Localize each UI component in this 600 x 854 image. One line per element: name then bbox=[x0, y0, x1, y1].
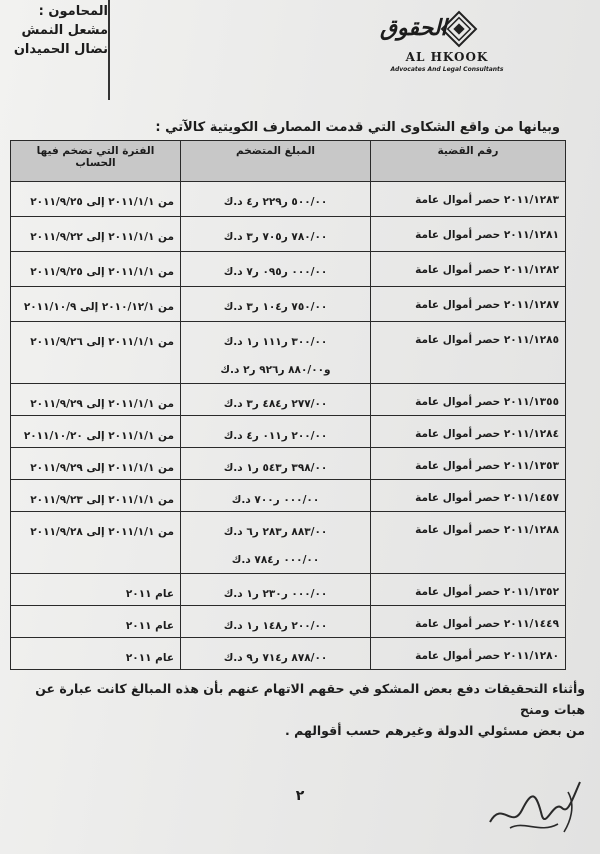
amount-cell bbox=[181, 448, 371, 480]
period-cell: عام ٢٠١١ bbox=[11, 574, 181, 606]
amount-value: ٧٥٠/٠٠ ر١٠٤ ر٣ د.ك bbox=[223, 301, 328, 313]
handwritten-signature bbox=[480, 770, 590, 840]
table-row bbox=[11, 182, 566, 217]
amount-cell bbox=[181, 480, 371, 512]
amount-value: ٨٧٨/٠٠ ر٧١٤ ر٩ د.ك bbox=[223, 652, 328, 664]
amount-value: ٨٨٣/٠٠ ر٢٨٣ ر٦ د.ك bbox=[223, 526, 328, 538]
table-row bbox=[11, 512, 566, 574]
case-number-cell: ٢٠١١/١٢٨٥ حصر أموال عامة bbox=[371, 322, 566, 384]
amount-cell bbox=[181, 606, 371, 638]
table-row bbox=[11, 217, 566, 252]
amount-value: ٠٠٠/٠٠ ر٠٩٥ ر٧ د.ك bbox=[223, 266, 328, 278]
case-number-cell: ٢٠١١/١٢٨٧ حصر أموال عامة bbox=[371, 287, 566, 322]
lawyer-name: نضال الحميدان bbox=[13, 42, 108, 57]
column-header-case: رقم القضية bbox=[371, 141, 566, 182]
amount-cell bbox=[181, 217, 371, 252]
amount-cell bbox=[181, 638, 371, 670]
period-cell: من ٢٠١١/١/١ إلى ٢٠١١/٩/٢٥ bbox=[11, 182, 181, 217]
case-number-cell: ٢٠١١/١٢٨٢ حصر أموال عامة bbox=[371, 252, 566, 287]
amount-value: ٣٠٠/٠٠ ر١١١ ر١ د.ك bbox=[223, 336, 328, 348]
amount-cell bbox=[181, 252, 371, 287]
table-row bbox=[11, 480, 566, 512]
column-header-amount: المبلغ المتضخم bbox=[181, 141, 371, 182]
table-row bbox=[11, 384, 566, 416]
complaints-table bbox=[10, 140, 566, 670]
period-cell: من ٢٠١١/١/١ إلى ٢٠١١/٩/٢٦ bbox=[11, 322, 181, 384]
table-row bbox=[11, 252, 566, 287]
closing-paragraph bbox=[20, 678, 585, 741]
column-header-period: الفترة التي تضخم فيها الحساب bbox=[11, 141, 181, 182]
amount-value: ٢٠٠/٠٠ ر١٤٨ ر١ د.ك bbox=[223, 620, 328, 632]
amount-cell bbox=[181, 182, 371, 217]
table-body bbox=[11, 182, 566, 670]
period-cell: من ٢٠١١/١/١ إلى ٢٠١١/٩/٢٨ bbox=[11, 512, 181, 574]
period-cell: من ٢٠١١/١/١ إلى ٢٠١١/٩/٢٢ bbox=[11, 217, 181, 252]
intro-heading: وبيانها من واقع الشكاوى التي قدمت المصارف الكويتية كالآتي : bbox=[155, 120, 560, 135]
period-cell: من ٢٠١١/١/١ إلى ٢٠١١/٩/٢٣ bbox=[11, 480, 181, 512]
closing-line: من بعض مسئولي الدولة وغيرهم حسب أقوالهم . bbox=[285, 723, 585, 738]
period-cell: من ٢٠١١/١/١ إلى ٢٠١١/٩/٢٩ bbox=[11, 448, 181, 480]
case-number-cell: ٢٠١١/١٣٥٣ حصر أموال عامة bbox=[371, 448, 566, 480]
amount-value: ٧٨٠/٠٠ ر٧٠٥ ر٣ د.ك bbox=[223, 231, 328, 243]
table-row bbox=[11, 574, 566, 606]
amount-value: ٥٠٠/٠٠ ر٢٢٩ ر٤ د.ك bbox=[223, 196, 328, 208]
case-number-cell: ٢٠١١/١٢٨٤ حصر أموال عامة bbox=[371, 416, 566, 448]
page-number: ٢ bbox=[295, 788, 305, 804]
table-row bbox=[11, 287, 566, 322]
lawyers-block bbox=[8, 2, 108, 59]
table-row bbox=[11, 322, 566, 384]
margin-rule bbox=[108, 0, 110, 100]
amount-value: ٢٧٧/٠٠ ر٤٨٤ ر٣ د.ك bbox=[223, 398, 328, 410]
firm-name: AL HKOOK bbox=[405, 50, 489, 64]
table-row bbox=[11, 416, 566, 448]
amount-value: ٠٠٠/٠٠ ر٧٨٤ د.ك bbox=[231, 554, 320, 566]
period-cell: من ٢٠١١/١/١ إلى ٢٠١١/١٠/٢٠ bbox=[11, 416, 181, 448]
amount-cell bbox=[181, 512, 371, 574]
table-row bbox=[11, 606, 566, 638]
case-number-cell: ٢٠١١/١٤٤٩ حصر أموال عامة bbox=[371, 606, 566, 638]
case-number-cell: ٢٠١١/١٢٨١ حصر أموال عامة bbox=[371, 217, 566, 252]
period-cell: عام ٢٠١١ bbox=[11, 606, 181, 638]
case-number-cell: ٢٠١١/١٣٥٢ حصر أموال عامة bbox=[371, 574, 566, 606]
amount-cell bbox=[181, 287, 371, 322]
case-number-cell: ٢٠١١/١٢٨٨ حصر أموال عامة bbox=[371, 512, 566, 574]
period-cell: من ٢٠١٠/١٢/١ إلى ٢٠١١/١٠/٩ bbox=[11, 287, 181, 322]
table-row bbox=[11, 448, 566, 480]
period-cell: من ٢٠١١/١/١ إلى ٢٠١١/٩/٢٥ bbox=[11, 252, 181, 287]
firm-tagline: Advocates And Legal Consultants bbox=[390, 66, 504, 73]
amount-value: ٣٩٨/٠٠ ر٥٤٣ ر١ د.ك bbox=[223, 462, 328, 474]
firm-logo-arabic: الحقوق bbox=[380, 15, 447, 41]
period-cell: عام ٢٠١١ bbox=[11, 638, 181, 670]
lawyer-name: مشعل النمش bbox=[21, 23, 108, 38]
amount-value: ٠٠٠/٠٠ ر٢٣٠ ر١ د.ك bbox=[223, 588, 328, 600]
closing-line: وأثناء التحقيقات دفع بعض المشكو في حقهم الاتهام عنهم بأن هذه المبالغ كانت عبارة عن هبات ومنح bbox=[35, 681, 585, 717]
case-number-cell: ٢٠١١/١٢٨٠ حصر أموال عامة bbox=[371, 638, 566, 670]
period-cell: من ٢٠١١/١/١ إلى ٢٠١١/٩/٢٩ bbox=[11, 384, 181, 416]
amount-cell bbox=[181, 574, 371, 606]
amount-cell bbox=[181, 384, 371, 416]
amount-value: ٢٠٠/٠٠ ر٠١١ ر٤ د.ك bbox=[223, 430, 328, 442]
case-number-cell: ٢٠١١/١٤٥٧ حصر أموال عامة bbox=[371, 480, 566, 512]
case-number-cell: ٢٠١١/١٣٥٥ حصر أموال عامة bbox=[371, 384, 566, 416]
amount-value: و٨٨٠/٠٠ ر٩٢٦ ر٢ د.ك bbox=[220, 364, 331, 376]
amount-cell bbox=[181, 322, 371, 384]
lawyers-title: المحامون : bbox=[38, 4, 108, 19]
table-row bbox=[11, 638, 566, 670]
table-header-row bbox=[11, 141, 566, 182]
amount-cell bbox=[181, 416, 371, 448]
case-number-cell: ٢٠١١/١٢٨٣ حصر أموال عامة bbox=[371, 182, 566, 217]
amount-value: ٠٠٠/٠٠ ر٧٠٠ د.ك bbox=[231, 494, 320, 506]
